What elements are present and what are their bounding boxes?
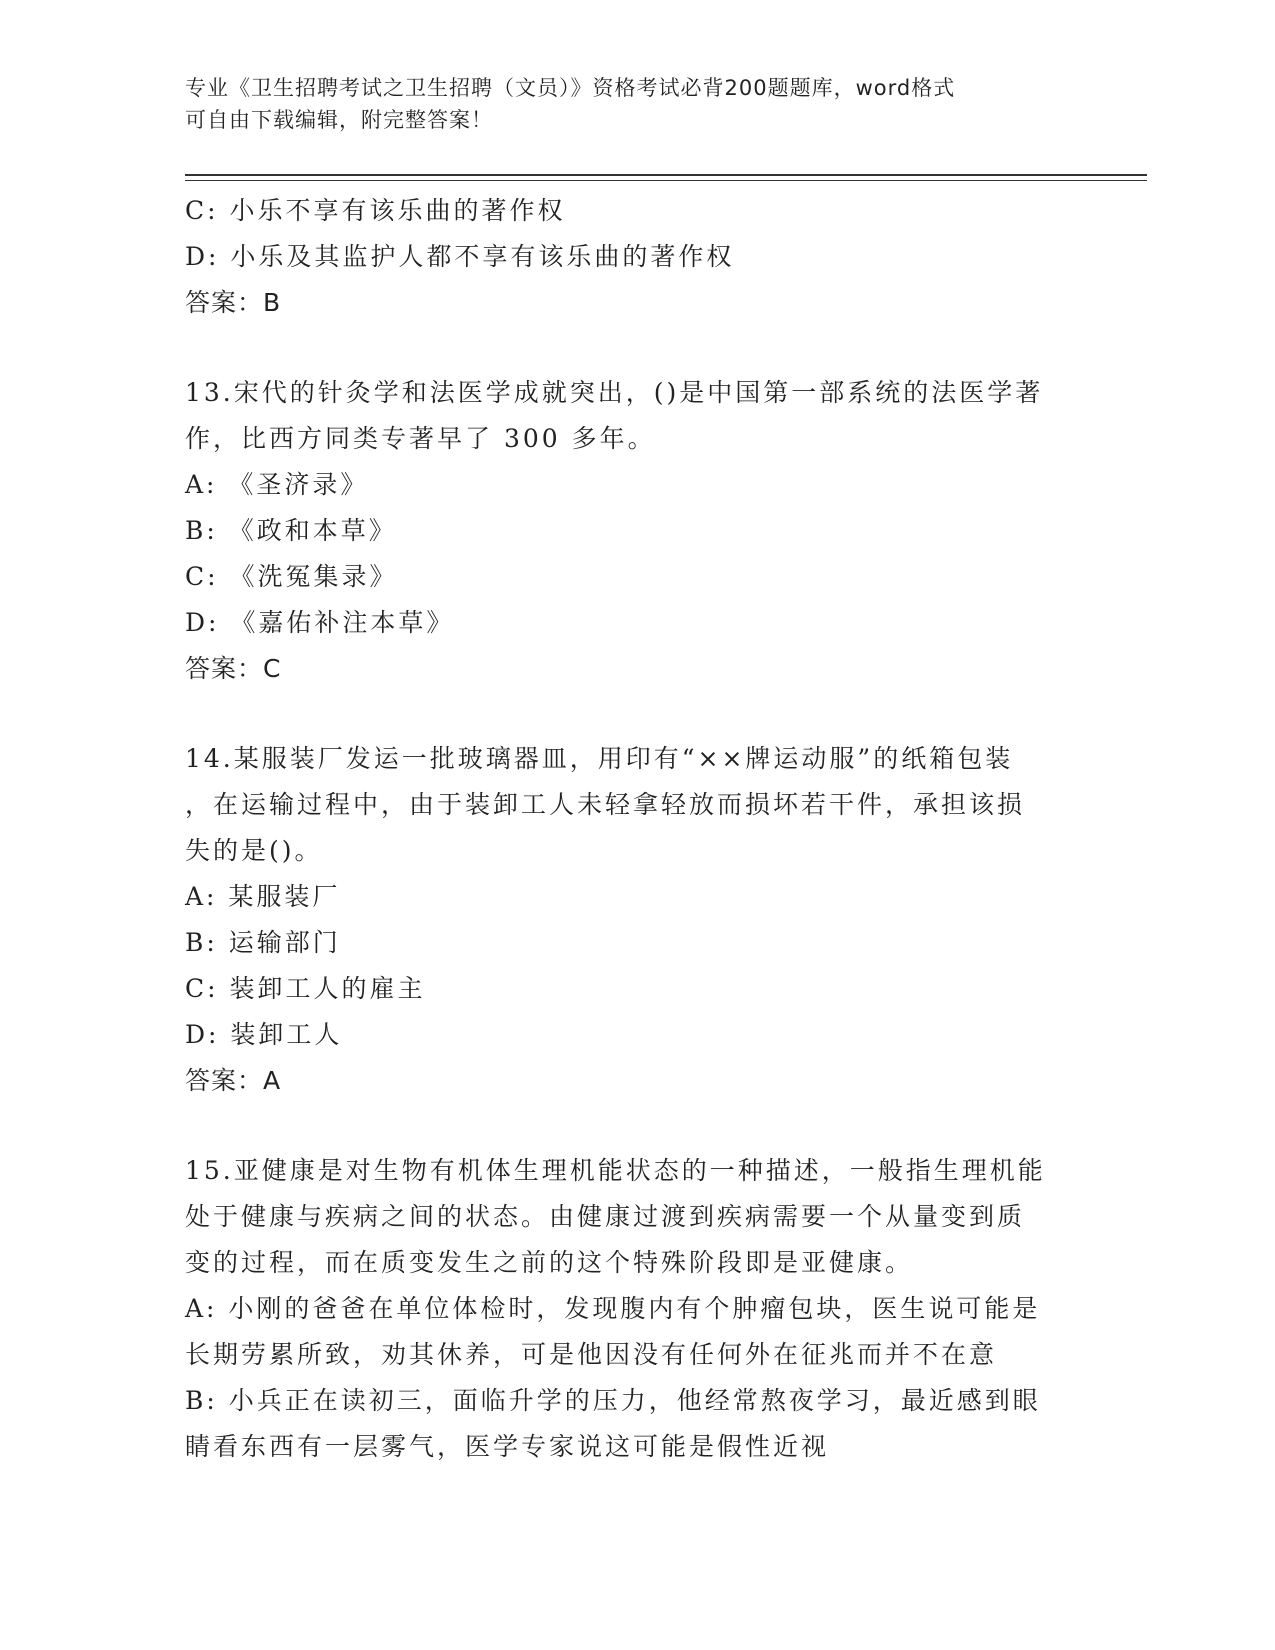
document-header <box>185 72 1065 136</box>
question-stem: 13.宋代的针灸学和法医学成就突出，()是中国第一部系统的法医学著 <box>185 378 1044 407</box>
header-line-1: 专业《卫生招聘考试之卫生招聘（文员）》资格考试必背200题题库，word格式 <box>185 76 956 100</box>
question-stem: 14.某服装厂发运一批玻璃器皿，用印有“××牌运动服”的纸箱包装 <box>185 744 1014 773</box>
option-b: B: 《政和本草》 <box>185 516 397 545</box>
header-rule-thick <box>185 174 1147 176</box>
option-a-continued: 长期劳累所致，劝其休养，可是他因没有任何外在征兆而并不在意 <box>185 1340 998 1369</box>
header-line-2: 可自由下载编辑，附完整答案！ <box>185 108 493 132</box>
document-body <box>185 188 1075 1470</box>
option-b: B: 小兵正在读初三，面临升学的压力，他经常熬夜学习，最近感到眼 <box>185 1386 1041 1415</box>
question-12-tail <box>185 188 1075 326</box>
option-c: C: 装卸工人的雇主 <box>185 974 426 1003</box>
question-stem: 15.亚健康是对生物有机体生理机能状态的一种描述，一般指生理机能 <box>185 1156 1046 1185</box>
option-a: A: 《圣济录》 <box>185 470 369 499</box>
answer-line: 答案：A <box>185 1066 282 1095</box>
question-stem: 失的是()。 <box>185 836 323 865</box>
option-c: C: 小乐不享有该乐曲的著作权 <box>185 196 566 225</box>
question-stem: 作，比西方同类专著早了 300 多年。 <box>185 424 656 453</box>
question-stem: ，在运输过程中，由于装卸工人未轻拿轻放而损坏若干件，承担该损 <box>185 790 1026 819</box>
question-stem: 变的过程，而在质变发生之前的这个特殊阶段即是亚健康。 <box>185 1248 914 1277</box>
question-13 <box>185 370 1075 692</box>
option-d: D: 《嘉佑补注本草》 <box>185 608 455 637</box>
header-rule-thin <box>185 180 1147 181</box>
question-stem: 处于健康与疾病之间的状态。由健康过渡到疾病需要一个从量变到质 <box>185 1202 1026 1231</box>
question-15 <box>185 1148 1075 1470</box>
option-a: A: 小刚的爸爸在单位体检时，发现腹内有个肿瘤包块，医生说可能是 <box>185 1294 1041 1323</box>
question-14 <box>185 736 1075 1104</box>
option-b-continued: 睛看东西有一层雾气，医学专家说这可能是假性近视 <box>185 1432 830 1461</box>
option-d: D: 小乐及其监护人都不享有该乐曲的著作权 <box>185 242 735 271</box>
option-b: B: 运输部门 <box>185 928 341 957</box>
answer-line: 答案：B <box>185 288 282 317</box>
option-c: C: 《洗冤集录》 <box>185 562 398 591</box>
answer-line: 答案：C <box>185 654 282 683</box>
option-d: D: 装卸工人 <box>185 1020 343 1049</box>
option-a: A: 某服装厂 <box>185 882 341 911</box>
